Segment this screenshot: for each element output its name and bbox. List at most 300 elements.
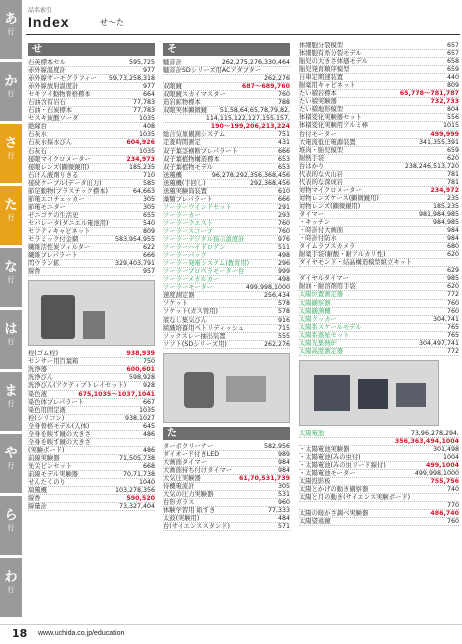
entry-pages: 710 xyxy=(142,171,155,179)
tab-label: ら xyxy=(4,508,18,523)
entry-pages: 498 xyxy=(277,276,290,284)
entry-name: 接眼マイクロメーター xyxy=(28,155,91,163)
index-entry xyxy=(28,196,155,204)
product-image-socket xyxy=(163,353,290,423)
index-entry xyxy=(299,348,459,356)
header-rule xyxy=(26,34,460,35)
index-entry xyxy=(299,163,459,171)
tab-index-0[interactable] xyxy=(0,0,22,60)
index-entry xyxy=(163,507,290,515)
index-entry xyxy=(28,268,155,276)
entry-name: ・太陽電池(みの虫付) xyxy=(299,453,361,461)
index-entry xyxy=(28,212,155,220)
entry-pages: 620 xyxy=(446,251,459,259)
entry-name: 太陽クッカー xyxy=(299,315,337,323)
entry-name: 石英標本セル xyxy=(28,59,66,66)
entry-name: 扇風機 xyxy=(28,487,47,495)
tab-label: ま xyxy=(4,384,18,399)
index-column-2 xyxy=(163,42,290,531)
index-entry xyxy=(299,486,459,494)
index-entry xyxy=(163,333,290,341)
index-entry xyxy=(28,204,155,212)
index-entry xyxy=(299,438,459,446)
index-entry xyxy=(163,123,290,131)
index-entry xyxy=(163,475,290,483)
index-entry xyxy=(163,188,290,196)
entry-pages: 659 xyxy=(446,146,459,154)
entry-pages: 304,497,741 xyxy=(418,339,459,347)
entry-name: 送風機(手回し) xyxy=(163,179,206,187)
entry-name: 台(サイエンススタンド) xyxy=(163,523,231,531)
index-entry xyxy=(28,463,155,471)
index-entry xyxy=(28,358,155,366)
entry-pages: 620 xyxy=(446,283,459,291)
index-entry xyxy=(299,446,459,454)
index-entry xyxy=(163,244,290,252)
entry-pages: 114,115,122,127,155,157, xyxy=(205,115,290,123)
entry-name: 太陽系惑星セット xyxy=(299,331,350,339)
entry-name: 太陽観察器 xyxy=(299,299,331,307)
entry-name: 双子葉植物モデル xyxy=(163,163,214,171)
entry-name: ソーラーカー xyxy=(163,211,201,219)
index-entry xyxy=(299,203,459,211)
entry-pages: 999 xyxy=(277,268,290,276)
tab-sublabel: 行 xyxy=(7,28,15,36)
entry-pages: 666 xyxy=(277,147,290,155)
entry-pages: 73,96,278,294, xyxy=(410,429,459,437)
entry-pages: 667 xyxy=(142,398,155,406)
index-entry xyxy=(28,156,155,164)
entry-pages: 486,740 xyxy=(430,510,459,518)
entry-pages xyxy=(457,494,459,501)
entry-name: タイマー xyxy=(299,210,325,218)
entry-pages: 305 xyxy=(277,482,290,490)
entry-pages: 341,355,391 xyxy=(418,138,459,146)
entry-name: 石油含有岩石 xyxy=(28,99,66,107)
entry-pages: 751 xyxy=(277,131,290,139)
entry-pages: 659 xyxy=(446,66,459,74)
index-entry xyxy=(28,471,155,479)
tab-index-2[interactable] xyxy=(0,124,22,184)
entry-pages: 301,498 xyxy=(432,445,459,453)
entry-pages: 604,926 xyxy=(126,139,155,147)
entry-name: ソフト(SDシリーズ用) xyxy=(163,340,227,348)
index-entry xyxy=(299,90,459,98)
index-entry xyxy=(299,454,459,462)
entry-name: 大気の圧力実験器 xyxy=(163,490,214,498)
entry-pages xyxy=(457,259,459,266)
entry-pages: 657 xyxy=(446,50,459,58)
index-entry xyxy=(163,292,290,300)
index-entry xyxy=(299,259,459,267)
index-entry xyxy=(299,494,459,502)
entry-pages: 1015 xyxy=(442,122,459,130)
index-entry xyxy=(163,451,290,459)
entry-pages: 760 xyxy=(277,227,290,235)
entry-name: 太陽望遠鏡 xyxy=(299,518,331,526)
entry-pages: 555 xyxy=(277,332,290,340)
entry-name: ・太陽電池モーター xyxy=(299,470,356,478)
entry-pages: 655 xyxy=(142,211,155,219)
index-column-1 xyxy=(28,42,155,511)
section-header-se: せ xyxy=(28,43,155,56)
entry-pages: 238,246,513,720 xyxy=(404,162,459,170)
entry-pages: 531 xyxy=(277,490,290,498)
index-entry xyxy=(28,164,155,172)
tab-index-5[interactable] xyxy=(0,310,22,370)
tab-sublabel: 行 xyxy=(7,586,15,594)
entry-pages: 73,327,404 xyxy=(118,503,155,511)
index-entry xyxy=(299,131,459,139)
entry-pages: 431 xyxy=(277,139,290,147)
entry-pages: 750 xyxy=(142,358,155,366)
entry-name: 赤外線放射温度計 xyxy=(28,83,79,91)
entry-pages: 578 xyxy=(277,308,290,316)
entry-pages: 977 xyxy=(142,67,155,75)
entry-name: 代表的な火山岩 xyxy=(299,170,344,178)
entry-name: 騒音計 xyxy=(163,59,182,66)
entry-name: 線香 xyxy=(28,268,41,276)
tab-label: や xyxy=(4,446,18,461)
index-entry xyxy=(28,423,155,431)
index-entry xyxy=(28,123,155,131)
tab-label: わ xyxy=(4,570,18,585)
index-entry xyxy=(299,155,459,163)
footer-url: www.uchida.co.jp/education xyxy=(38,630,125,637)
entry-name: 騒音計SDシリーズ用ACアダプター xyxy=(163,67,262,75)
entry-name: 石灰水 xyxy=(28,131,47,139)
index-entry xyxy=(28,188,155,196)
index-entry xyxy=(163,91,290,99)
entry-pages: 960 xyxy=(277,499,290,507)
entry-name: 先尖ピンセット xyxy=(28,462,73,470)
index-entry xyxy=(163,164,290,172)
entry-pages: 583,954,955 xyxy=(114,236,155,244)
index-entry xyxy=(163,59,290,67)
entry-name: 太陽高度測定器 xyxy=(299,347,344,355)
entry-pages: 653 xyxy=(277,155,290,163)
index-entry xyxy=(299,74,459,82)
entry-pages: 291 xyxy=(277,203,290,211)
index-entry xyxy=(299,195,459,203)
entry-name: 対物レンズ(顕微鏡用) xyxy=(299,202,361,210)
entry-name: 接続ケーブル(データ出力) xyxy=(28,179,102,187)
section-header-so: そ xyxy=(163,43,290,56)
entry-name: 接眼レンズ(顕微鏡用) xyxy=(28,163,90,171)
index-entry xyxy=(28,91,155,99)
entry-name: ・キッチン xyxy=(299,219,331,227)
entry-name: 石灰水採水びん xyxy=(28,139,73,147)
index-entry xyxy=(299,316,459,324)
entry-name: 耐油・耐溶剤用手袋 xyxy=(299,283,356,291)
entry-pages: 64,663 xyxy=(132,187,155,195)
entry-name: 送風実験筒装置 xyxy=(163,187,208,195)
entry-name: 染色用固定液 xyxy=(28,406,66,414)
index-column-3 xyxy=(299,42,459,526)
entry-name: たい積実験器 xyxy=(299,98,337,106)
entry-name: セスキ炭酸ソーダ xyxy=(28,115,79,123)
index-entry xyxy=(163,308,290,316)
entry-pages: 190〜199,206,213,224 xyxy=(210,123,290,131)
entry-pages: 571 xyxy=(277,523,290,531)
entry-name: ソックスレー抽出装置 xyxy=(163,332,226,340)
entry-name: ソケット(ガス管用) xyxy=(163,308,218,316)
entry-name: 台はかり xyxy=(299,162,325,170)
index-entry xyxy=(28,236,155,244)
entry-pages: 582,956 xyxy=(263,442,290,450)
tab-sublabel: 行 xyxy=(7,214,15,222)
entry-pages: 1035 xyxy=(138,131,155,139)
entry-name: 全身を映す鏡の大きさ xyxy=(28,430,91,438)
entry-name: 胎児発育順序模型 xyxy=(299,66,350,74)
index-entry xyxy=(299,462,459,470)
entry-pages: 600,601 xyxy=(126,366,155,374)
index-entry xyxy=(163,300,290,308)
entry-pages: 664 xyxy=(142,91,155,99)
entry-pages: 234,973 xyxy=(126,155,155,163)
index-entry xyxy=(163,252,290,260)
index-entry xyxy=(28,228,155,236)
entry-pages: 408 xyxy=(142,123,155,131)
entry-name: ソーラープロペラモーター台 xyxy=(163,268,245,276)
entry-pages: 262,276 xyxy=(263,75,290,83)
entry-name: ダイオード付きLED xyxy=(163,450,220,458)
index-entry xyxy=(163,107,290,115)
entry-name: 太陽系スケールモデル xyxy=(299,323,362,331)
entry-pages: 610 xyxy=(277,187,290,195)
entry-name: 節電モニター xyxy=(28,203,66,211)
tab-index-4[interactable] xyxy=(0,248,22,308)
entry-pages: 928 xyxy=(142,382,155,390)
index-entry xyxy=(299,219,459,227)
index-entry xyxy=(28,75,155,83)
tab-index-9[interactable] xyxy=(0,558,22,618)
entry-name: 節足動物(プラスチック標本) xyxy=(28,187,108,195)
index-entry xyxy=(28,382,155,390)
index-entry xyxy=(163,196,290,204)
entry-pages: 666 xyxy=(277,195,290,203)
entry-pages: 765 xyxy=(446,331,459,339)
entry-pages: 938,1027 xyxy=(124,414,155,422)
index-entry xyxy=(163,443,290,451)
entry-pages: 770 xyxy=(446,502,459,510)
index-entry xyxy=(28,431,155,439)
index-entry xyxy=(163,284,290,292)
entry-name: 代表的な深成岩 xyxy=(299,178,344,186)
entry-pages: 938,939 xyxy=(126,350,155,358)
entry-pages: 96,278,292,356,368,456 xyxy=(211,171,290,179)
entry-pages: 598,928 xyxy=(128,374,155,382)
entry-name: ソーラー発電システム(教育用) xyxy=(163,260,250,268)
tab-label: あ xyxy=(4,12,18,27)
index-entry xyxy=(163,491,290,499)
index-entry xyxy=(28,350,155,358)
index-entry xyxy=(163,67,290,75)
entry-name: 石けん液剤りきる xyxy=(28,171,79,179)
index-entry xyxy=(299,430,459,438)
index-entry xyxy=(163,139,290,147)
entry-name: 大電流低圧電源装置 xyxy=(299,138,356,146)
entry-pages: 484 xyxy=(277,515,290,523)
entry-name: 洗浄びん xyxy=(28,374,54,382)
entry-pages: 1035 xyxy=(138,406,155,414)
entry-pages: 262,275,276,330,464 xyxy=(221,59,290,66)
tab-label: さ xyxy=(4,136,18,151)
entry-name: 栓(シリコン) xyxy=(28,414,65,422)
index-entry xyxy=(163,325,290,333)
entry-pages: 732,733 xyxy=(430,98,459,106)
tab-sublabel: 行 xyxy=(7,338,15,346)
entry-name: 閃ウラン鉱 xyxy=(28,260,60,268)
index-entry xyxy=(28,415,155,423)
tab-sublabel: 行 xyxy=(7,524,15,532)
index-entry xyxy=(28,366,155,374)
tab-index-7[interactable] xyxy=(0,434,22,494)
entry-pages: 809 xyxy=(446,82,459,90)
index-entry xyxy=(28,107,155,115)
index-entry xyxy=(28,439,155,447)
entry-pages: 71,505,738 xyxy=(118,454,155,462)
entry-name: 体積変化実験器セット xyxy=(299,114,362,122)
entry-pages: 595,725 xyxy=(128,59,155,66)
index-entry xyxy=(299,106,459,114)
entry-name: 絶縁台 xyxy=(28,123,47,131)
entry-name: 大気圧実験器 xyxy=(163,474,201,482)
tab-sublabel: 行 xyxy=(7,90,15,98)
entry-pages: 70,71,738 xyxy=(122,470,155,478)
entry-pages: 772 xyxy=(446,291,459,299)
entry-name: 赤外線サーモグラフィー xyxy=(28,75,97,83)
entry-pages: 1035 xyxy=(138,147,155,155)
entry-pages: 804 xyxy=(446,106,459,114)
entry-name: ダイヤモンド・結晶構造模型組立キット xyxy=(299,259,413,267)
index-entry xyxy=(163,212,290,220)
entry-pages: 256,434 xyxy=(263,292,290,300)
entry-name: 赤外線温度計 xyxy=(28,67,66,75)
entry-pages: 540 xyxy=(142,219,155,227)
index-entry xyxy=(299,332,459,340)
index-entry xyxy=(28,99,155,107)
tab-index-1[interactable] xyxy=(0,62,22,122)
index-entry xyxy=(163,228,290,236)
entry-name: ソーラーウインドセット xyxy=(163,203,232,211)
index-tabs xyxy=(0,0,22,628)
entry-name: ・太陽電池実験器 xyxy=(299,445,350,453)
index-entry xyxy=(299,147,459,155)
tab-index-6[interactable] xyxy=(0,372,22,432)
tab-sublabel: 行 xyxy=(7,276,15,284)
index-entry xyxy=(28,399,155,407)
entry-pages: 981,984,985 xyxy=(418,210,459,218)
entry-name: 前線実験器 xyxy=(28,454,60,462)
entry-name: ソーラーモーター xyxy=(163,284,214,292)
index-entry xyxy=(163,499,290,507)
entry-name: 太陽と月の動き(サイエンス実験ボード) xyxy=(299,494,411,502)
entry-pages: 760 xyxy=(446,518,459,526)
index-entry xyxy=(299,235,459,243)
entry-pages: 292,368,456 xyxy=(249,179,290,187)
entry-pages: 788 xyxy=(277,99,290,107)
tab-label: な xyxy=(4,260,18,275)
entry-pages: 781 xyxy=(446,170,459,178)
index-entry xyxy=(299,308,459,316)
entry-pages: 65,778〜781,787 xyxy=(399,90,459,98)
tab-index-3[interactable] xyxy=(0,186,22,246)
entry-pages: 984 xyxy=(446,227,459,235)
entry-name: 太陽位置測定器 xyxy=(299,291,344,299)
entry-pages: 262,276 xyxy=(263,340,290,348)
entry-pages: 687〜689,760 xyxy=(241,83,290,91)
entry-pages: 984 xyxy=(277,458,290,466)
entry-name: 線香 xyxy=(28,495,41,503)
entry-pages: 666 xyxy=(142,252,155,260)
index-entry xyxy=(28,220,155,228)
entry-name: セラミック付金網 xyxy=(28,236,79,244)
entry-name: 洗浄器 xyxy=(28,366,47,374)
index-entry xyxy=(163,459,290,467)
index-entry xyxy=(28,407,155,415)
entry-name: ソーラーパック xyxy=(163,252,207,260)
index-entry xyxy=(299,211,459,219)
index-entry xyxy=(299,283,459,291)
entry-pages: 984 xyxy=(277,466,290,474)
index-entry xyxy=(299,324,459,332)
entry-name: 節電エコチェッカー xyxy=(28,195,85,203)
index-entry xyxy=(299,50,459,58)
entry-name: 速度測定器 xyxy=(163,292,195,300)
tab-index-8[interactable] xyxy=(0,496,22,556)
entry-pages: 235 xyxy=(446,194,459,202)
entry-name: 前線モデル実験器 xyxy=(28,470,79,478)
entry-pages: 809 xyxy=(142,227,155,235)
index-entry xyxy=(163,268,290,276)
entry-pages: 77,783 xyxy=(132,99,155,107)
index-entry xyxy=(28,391,155,399)
entry-pages: 486 xyxy=(142,430,155,438)
entry-pages: 760 xyxy=(277,219,290,227)
entry-pages xyxy=(288,67,290,74)
entry-name: たい積地形模型 xyxy=(299,106,344,114)
index-entry xyxy=(299,42,459,50)
entry-pages: 765 xyxy=(446,323,459,331)
tab-sublabel: 行 xyxy=(7,152,15,160)
entry-name: 造岩鉱物標本 xyxy=(163,99,201,107)
entry-pages: 440 xyxy=(446,74,459,82)
index-entry xyxy=(28,244,155,252)
entry-pages: 645 xyxy=(142,422,155,430)
entry-pages: 185,235 xyxy=(432,202,459,210)
entry-name: 藻類プレパラート xyxy=(163,195,213,203)
entry-name: ダイヤルタイマー xyxy=(299,275,349,283)
entry-pages: 916 xyxy=(277,316,290,324)
entry-name: 線量計 xyxy=(28,503,47,511)
entry-name: 双眼鏡 xyxy=(163,83,182,91)
index-entry xyxy=(299,171,459,179)
entry-pages: 77,333 xyxy=(267,507,290,515)
header-range: せ〜た xyxy=(100,18,124,27)
entry-name: 全身を映す鏡の大きさ xyxy=(28,438,91,446)
entry-pages: 657 xyxy=(446,42,459,49)
index-entry xyxy=(28,172,155,180)
entry-name: 走査時間測定 xyxy=(163,139,201,147)
entry-name: 石油・石炭標本 xyxy=(28,107,73,115)
index-entry xyxy=(163,523,290,531)
index-entry xyxy=(163,317,290,325)
index-entry xyxy=(299,300,459,308)
index-entry xyxy=(28,447,155,455)
index-entry xyxy=(163,515,290,523)
entry-name: 耐薬手袋(耐酸・耐アルカリ性) xyxy=(299,251,386,259)
